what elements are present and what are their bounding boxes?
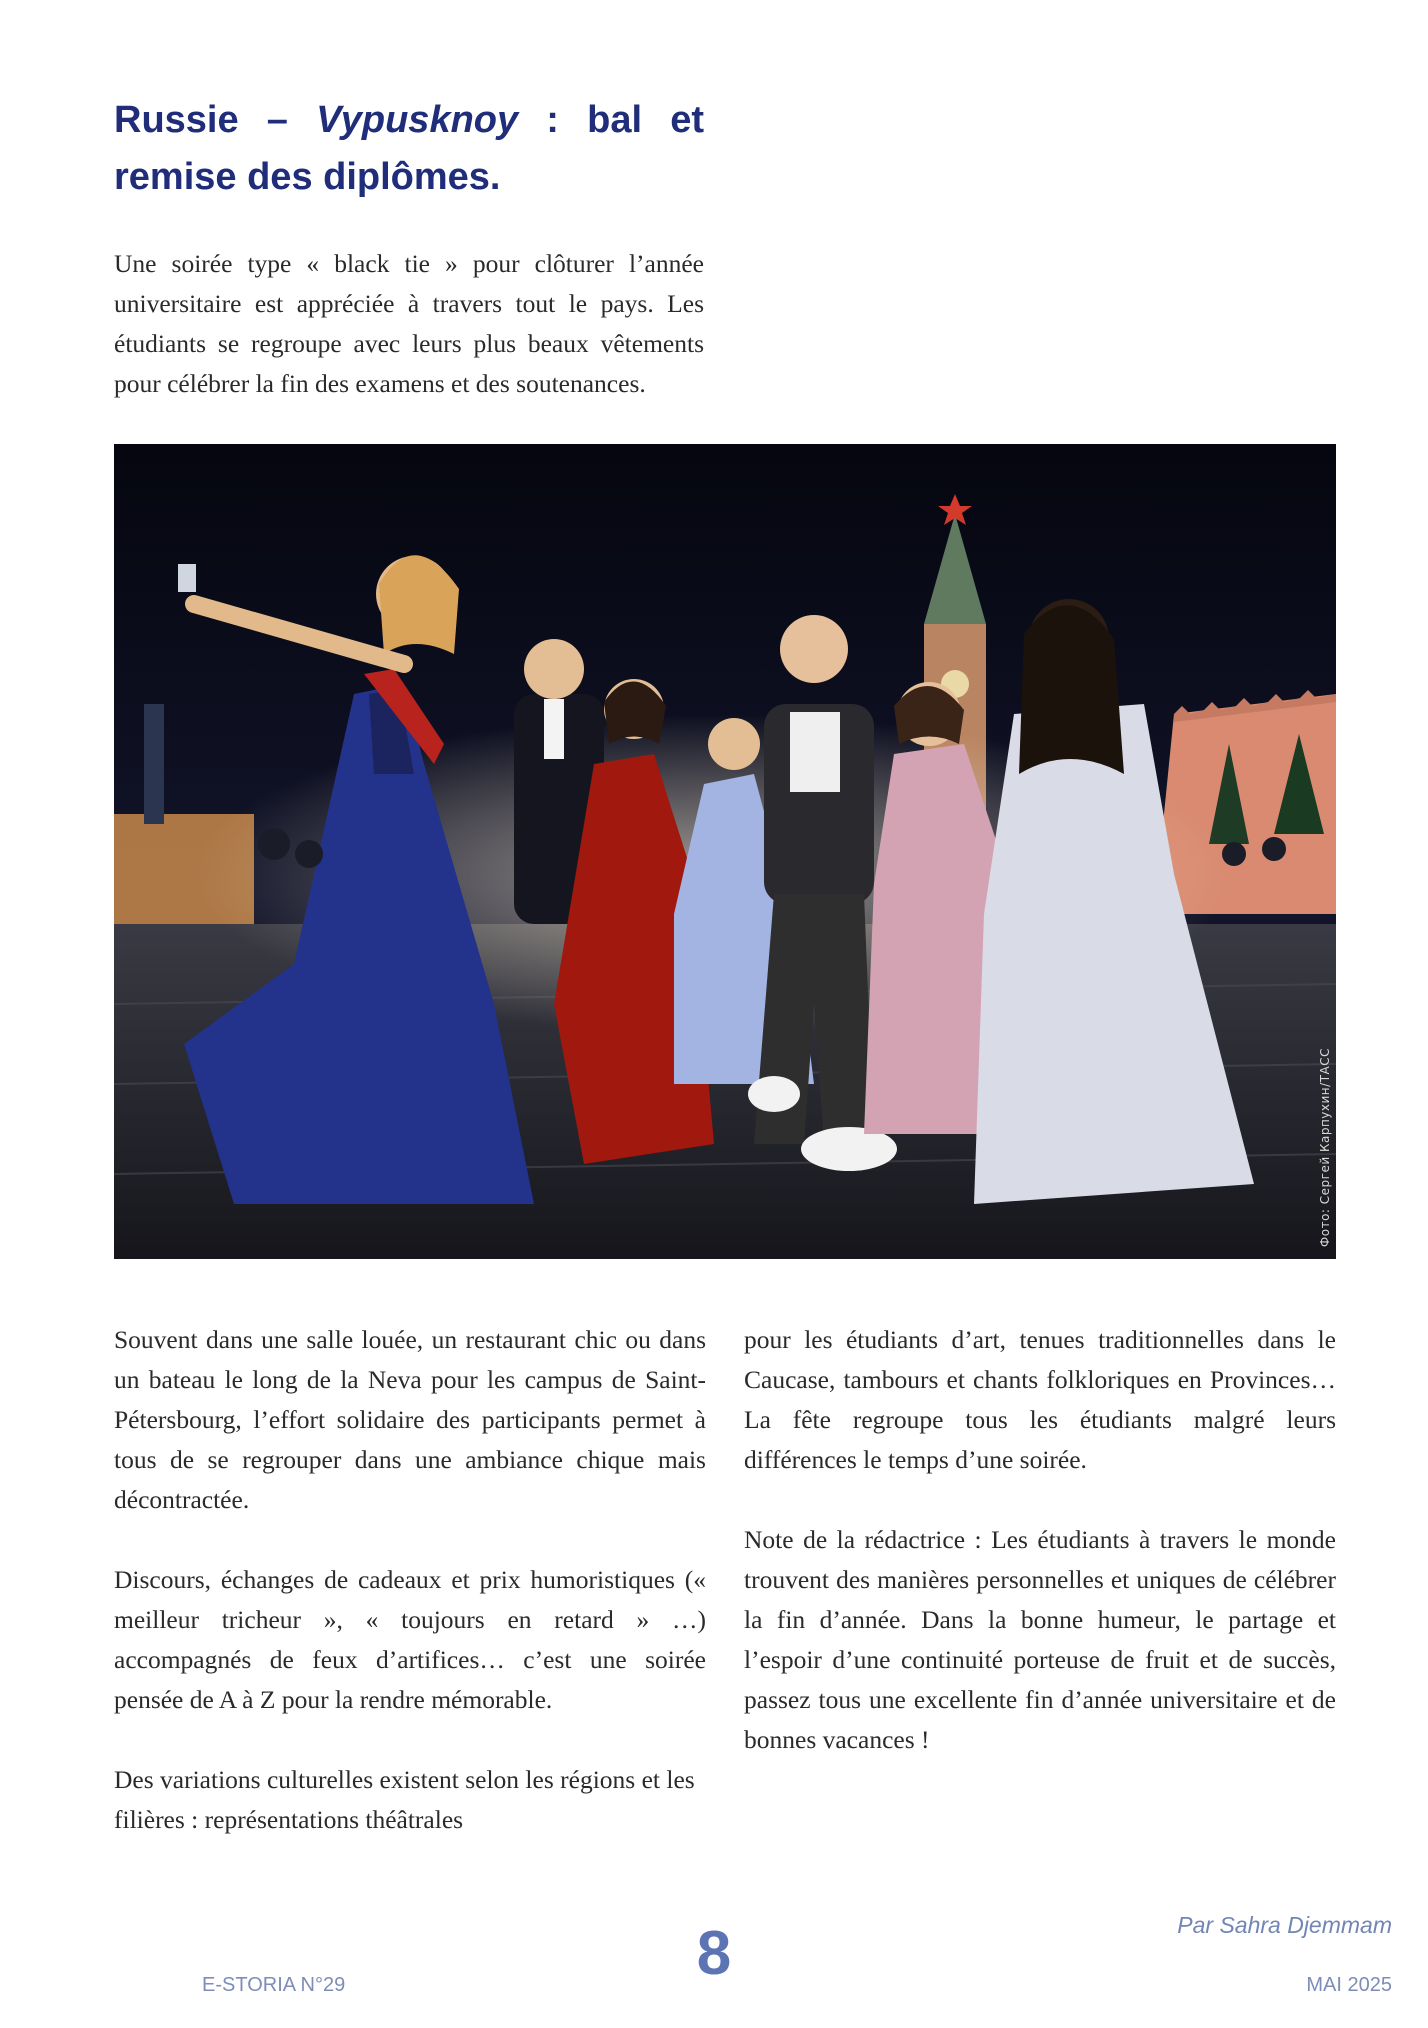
left-paragraph-2: Discours, échanges de cadeaux et prix humoristiques (« meilleur tricheur », « toujours en retard » …) accompagnés de feux d’artifices… c’est une soirée pensée de A à Z pour la rendre mémorable. xyxy=(114,1565,706,1714)
issue-date: MAI 2025 xyxy=(1306,1974,1392,1996)
article-intro: Une soirée type « black tie » pour clôturer l’année universitaire est appréciée à travers tout le pays. Les étudiants se regroupe avec leurs plus beaux vêtements pour célébrer la fin des examens et des soutenances. xyxy=(114,249,704,398)
photo-credit: Фото: Сергей Карпухин/ТАСС xyxy=(1318,1047,1332,1247)
editor-note: Note de la rédactrice : Les étudiants à travers le monde trouvent des manières personnelles et uniques de célébrer la fin d’année. Dans la bonne humeur, le partage et l’espoir d’une continuité porteuse de fruit et de succès, passez tous une excellente fin d’année universitaire et de bonnes vacances ! xyxy=(744,1525,1336,1754)
article-photo xyxy=(114,444,1336,1259)
page-number: 8 xyxy=(696,1919,732,1988)
article-author: Par Sahra Djemmam xyxy=(1177,1912,1392,1938)
left-paragraph-3: Des variations culturelles existent selon les régions et les filières : représentations théâtrales xyxy=(114,1765,695,1834)
article-title xyxy=(114,92,704,206)
photo-illustration xyxy=(114,444,1336,1259)
title-part-2: : bal et remise des diplômes. xyxy=(114,99,704,198)
magazine-issue: E-STORIA N°29 xyxy=(202,1974,346,1996)
right-paragraph-1: pour les étudiants d’art, tenues traditionnelles dans le Caucase, tambours et chants folkloriques en Provinces… La fête regroupe tous les étudiants malgré leurs différences le temps d’une soirée. xyxy=(744,1325,1336,1474)
title-part-1: Russie – xyxy=(114,99,317,141)
title-italic: Vypusknoy xyxy=(316,99,519,141)
right-column xyxy=(744,1320,1336,1800)
left-paragraph-1: Souvent dans une salle louée, un restaurant chic ou dans un bateau le long de la Neva pour les campus de Saint-Pétersbourg, l’effort solidaire des participants permet à tous de se regrouper dans une ambiance chique mais décontractée. xyxy=(114,1325,706,1514)
left-column xyxy=(114,1320,706,1880)
